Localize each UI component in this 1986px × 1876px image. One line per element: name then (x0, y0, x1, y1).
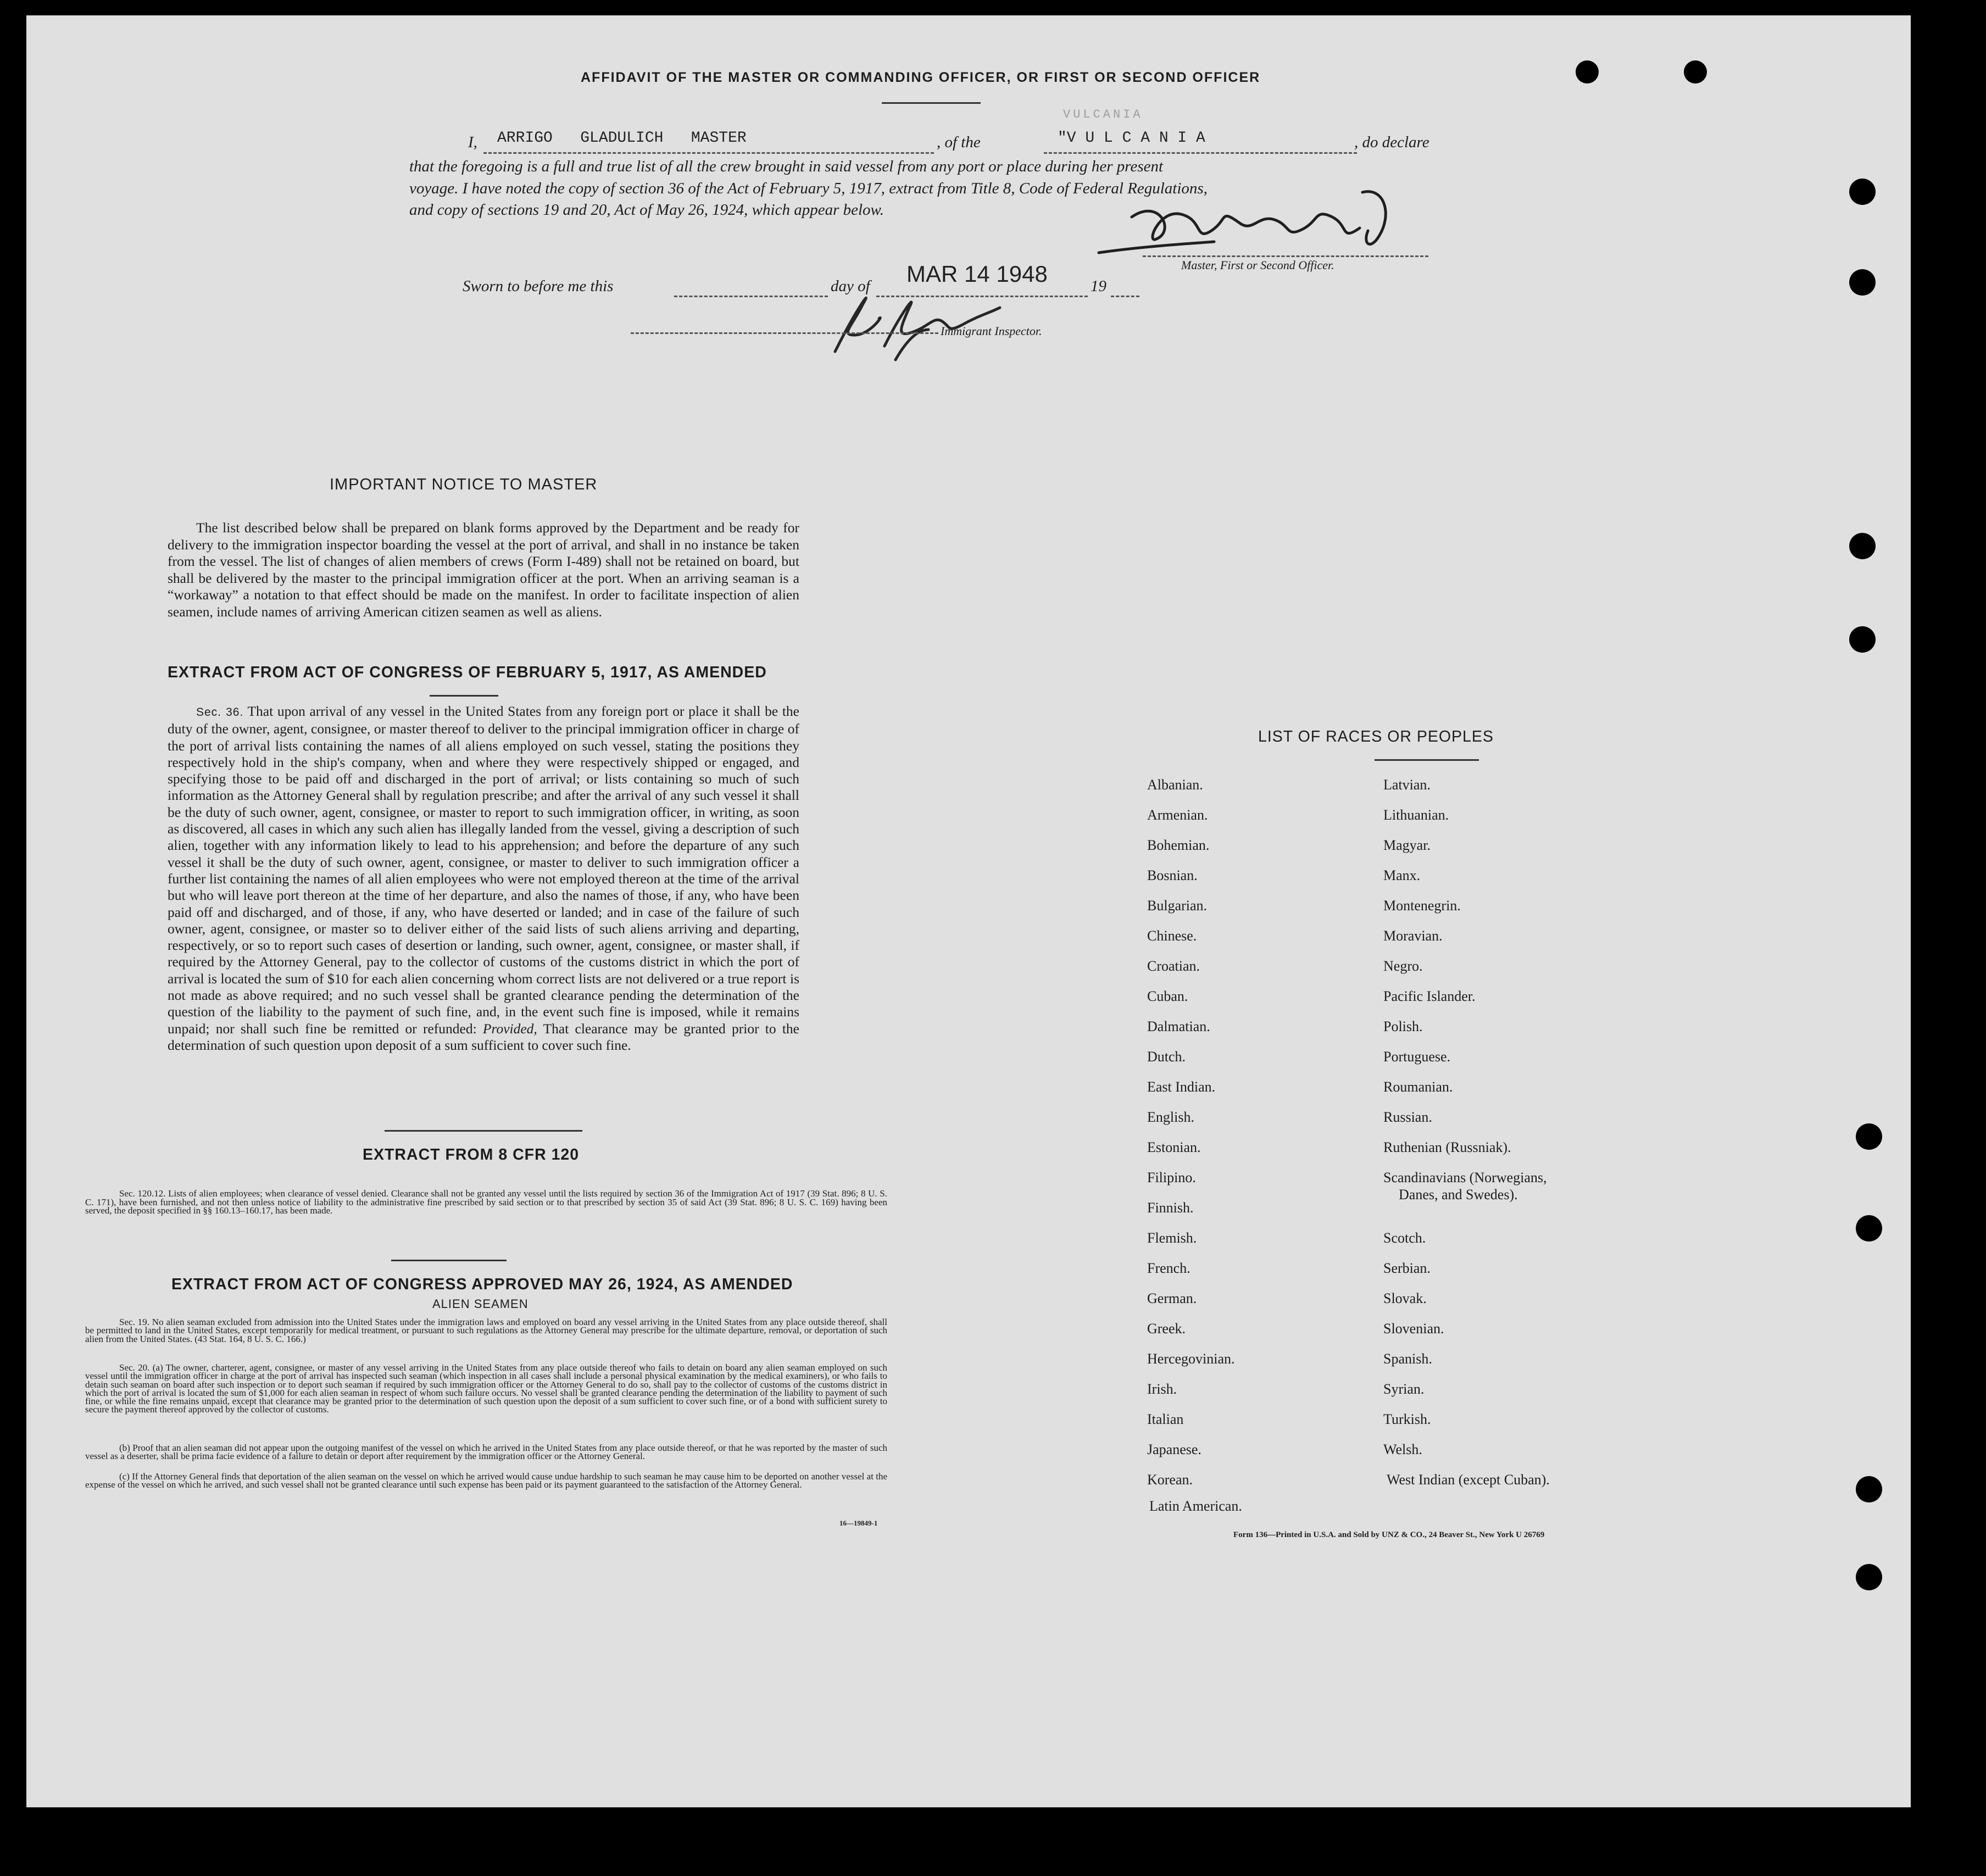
year-prefix: 19 (1091, 277, 1106, 295)
extract-1917-title: EXTRACT FROM ACT OF CONGRESS OF FEBRUARY 5, 1917, AS AMENDED (168, 664, 767, 681)
notice-body: The list described below shall be prepared on blank forms approved by the Department and be ready for delivery to the immigration inspector boarding the vessel at the port of arrival, and shall in no instance be taken from the vessel. The list of changes of alien members of crews (Form I-489) shall not be retained on board, but shall be delivered by the master to the principal immigration officer at the port. When an arriving seaman is a “workaway” a notation to that effect should be made on the manifest. In order to facilitate inspection of alien seamen, include names of arriving American citizen seamen as well as aliens. (168, 520, 799, 620)
race-item: Welsh. (1383, 1441, 1422, 1457)
race-item: Chinese. (1147, 928, 1197, 944)
sec-36-text: That upon arrival of any vessel in the United States from any foreign port or place it shall be the duty of the owner, agent, consignee, or master thereof to deliver to the principal immigration officer in charge of the port of arrival lists containing the names of all aliens employed on such vessel, stating the positions they respectively hold in the ship's company, when and where they were respectively shipped or engaged, and specifying those to be paid off and discharged in the port of arrival; or lists containing so much of such information as the Attorney General shall by regulation prescribe; and after the arrival of any such vessel it shall be the duty of such owner, agent, consignee, or master to report to such immigration officer, in writing, as soon as discovered, all cases in which any such alien has illegally landed from the vessel, giving a description of such alien, together with any information likely to lead to his apprehension; and before the departure of any such vessel it shall be the duty of such owner, agent, consignee, or master to deliver to such immigration officer a further list containing the names of all alien employees who were not employed thereon at the time of the arrival but who will leave port thereon at the time of her departure, and also the names of those, if any, who have been paid off and discharged, and of those, if any, who have deserted or landed; and in case of the failure of such owner, agent, consignee, or master so to deliver either of the said lists of such aliens arriving and departing, respectively, or so to report such cases of desertion or landing, such owner, agent, consignee, or master shall, if required by the Attorney General, pay to the collector of customs of the customs district in which the port of arrival is located the sum of $10 for each alien concerning whom correct lists are not delivered or a true report is not made as above required; and no such vessel shall be granted clearance pending the determination of the question of the liability to the payment of such fine, and, in the event such fine is imposed, while it remains unpaid; nor shall such fine be remitted or refunded: (168, 703, 799, 1037)
race-item: Portuguese. (1383, 1049, 1451, 1065)
provided-word: Provided, (482, 1020, 537, 1037)
notice-title: IMPORTANT NOTICE TO MASTER (330, 476, 598, 493)
race-item: Cuban. (1147, 988, 1188, 1004)
race-item: Negro. (1383, 958, 1423, 974)
race-item: Hercegovinian. (1147, 1351, 1235, 1367)
race-item: Syrian. (1383, 1381, 1425, 1397)
sec-19-body: Sec. 19. No alien seaman excluded from admission into the United States under the immigration laws and employed on board any vessel arriving in the United States from any place outside thereof, shall be permitted to land in the United States, except temporarily for medical treatment, or pursuant to such regulations as the Attorney General may prescribe for the ultimate departure, removal, or deportation of such alien from the United States. (43 Stat. 164, 8 U. S. C. 166.) (85, 1317, 887, 1344)
master-label: Master, First or Second Officer. (1181, 258, 1334, 272)
race-item: Latin American. (1149, 1498, 1242, 1514)
race-item: Korean. (1147, 1472, 1193, 1488)
vessel-stamp: VULCANIA (1063, 108, 1143, 121)
race-item: Scandinavians (Norwegians, (1383, 1170, 1547, 1185)
race-item: Finnish. (1147, 1200, 1194, 1216)
inspector-line (631, 332, 938, 334)
race-item: Dutch. (1147, 1049, 1186, 1065)
race-item: Japanese. (1147, 1441, 1201, 1457)
race-item: Italian (1147, 1411, 1184, 1427)
race-item: Bosnian. (1147, 867, 1198, 883)
race-item: Turkish. (1383, 1411, 1431, 1427)
race-item: Filipino. (1147, 1170, 1196, 1185)
affidavit-i: I, (468, 133, 477, 151)
race-item: Latvian. (1383, 777, 1431, 793)
extract-1917-body (168, 703, 799, 1054)
race-item: Serbian. (1383, 1260, 1431, 1276)
race-item: Albanian. (1147, 777, 1203, 793)
master-name: ARRIGO GLADULICH MASTER (497, 130, 747, 147)
extract-cfr-body: Sec. 120.12. Lists of alien employees; when clearance of vessel denied. Clearance shall not be granted any vessel until the lists required by section 36 of the Immigration Act of 1917 (39 Stat. 896; 8 U. S. C. 171), have been furnished, and not then unless notice of liability to the administrative fine prescribed by said section or to that prescribed by section 35 of said Act (39 Stat. 896; 8 U. S. C. 169) having been served, the deposit specified in §§ 160.13–160.17, has been made. (85, 1188, 887, 1216)
affidavit-title: AFFIDAVIT OF THE MASTER OR COMMANDING OFFICER, OR FIRST OR SECOND OFFICER (581, 70, 1261, 85)
title-rule (882, 102, 981, 104)
inspector-label: Immigrant Inspector. (941, 324, 1042, 338)
race-item: Danes, and Swedes). (1399, 1187, 1518, 1203)
race-item: Croatian. (1147, 958, 1200, 974)
sec-20b-body: (b) Proof that an alien seaman did not appear upon the outgoing manifest of the vessel on which he arrived in the United States from any place outside thereof, or that he was reported by the master of such vessel as a deserter, shall be prima facie evidence of a failure to detain or deport after requirement by the immigration officer or the Attorney General. (85, 1443, 887, 1462)
punch-hole (1856, 1564, 1882, 1590)
date-stamp: MAR 14 1948 (906, 261, 1048, 287)
race-item: Spanish. (1383, 1351, 1432, 1367)
punch-hole (1849, 626, 1876, 653)
race-item: Moravian. (1383, 928, 1443, 944)
extract-cfr-title: EXTRACT FROM 8 CFR 120 (363, 1146, 580, 1164)
race-item: Dalmatian. (1147, 1018, 1210, 1034)
sworn-day-line (674, 296, 828, 297)
sec-36-text-end: That clearance may be granted prior to the determination of such question upon deposit of a sum sufficient to cover such fine. (168, 1020, 799, 1053)
of-the: , of the (937, 133, 981, 151)
affidavit-line-4: and copy of sections 19 and 20, Act of May 26, 1924, which appear below. (409, 201, 884, 219)
printer-footer: Form 136—Printed in U.S.A. and Sold by UNZ & CO., 24 Beaver St., New York U 26769 (1233, 1530, 1545, 1539)
extract-1917-rule (430, 695, 498, 697)
race-item: Estonian. (1147, 1139, 1201, 1155)
punch-hole (1856, 1476, 1882, 1502)
sec-36-label: Sec. 36. (196, 706, 244, 719)
affidavit-line-2: that the foregoing is a full and true list of all the crew brought in said vessel from any port or place during her present (409, 158, 1164, 175)
race-item: Irish. (1147, 1381, 1177, 1397)
race-item: Pacific Islander. (1383, 988, 1476, 1004)
form-code: 16—19849-1 (839, 1519, 878, 1527)
master-signature (1093, 176, 1401, 258)
affidavit-line-3: voyage. I have noted the copy of section 36 of the Act of February 5, 1917, extract from Title 8, Code of Federal Regulations, (409, 180, 1208, 197)
race-item: Montenegrin. (1383, 898, 1461, 914)
race-item: Roumanian. (1383, 1079, 1453, 1095)
punch-hole (1576, 60, 1599, 83)
races-title: LIST OF RACES OR PEOPLES (1258, 728, 1494, 745)
name-line (483, 152, 934, 154)
race-item: Polish. (1383, 1018, 1423, 1034)
race-item: Lithuanian. (1383, 807, 1449, 823)
do-declare: , do declare (1354, 133, 1429, 151)
race-item: Ruthenian (Russniak). (1383, 1139, 1511, 1155)
punch-hole (1684, 60, 1707, 83)
punch-hole (1856, 1123, 1882, 1150)
race-item: Flemish. (1147, 1230, 1197, 1246)
year-line (1111, 296, 1139, 297)
race-item: French. (1147, 1260, 1191, 1276)
races-rule (1375, 759, 1479, 761)
extract-cfr-rule (391, 1260, 507, 1261)
punch-hole (1856, 1215, 1882, 1242)
day-of: day of (831, 277, 870, 295)
race-item: Greek. (1147, 1321, 1186, 1337)
race-item: West Indian (except Cuban). (1387, 1472, 1550, 1488)
vessel-name: "V U L C A N I A (1058, 130, 1205, 147)
race-item: Manx. (1383, 867, 1421, 883)
race-item: Magyar. (1383, 837, 1431, 853)
sec-20c-body: (c) If the Attorney General finds that deportation of the alien seaman on the vessel on which he arrived would cause undue hardship to such seaman he may cause him to be deported on another vessel at the expense of the vessel on which he arrived, and such vessel shall not be granted clearance until such expense has been paid or its payment guaranteed to the satisfaction of the Attorney General. (85, 1471, 887, 1490)
punch-hole (1849, 269, 1876, 296)
signature-line (1143, 255, 1428, 257)
punch-hole (1849, 179, 1876, 205)
race-item: English. (1147, 1109, 1194, 1125)
extract-1924-subtitle: ALIEN SEAMEN (432, 1297, 529, 1311)
race-item: German. (1147, 1290, 1197, 1306)
extract-1924-title: EXTRACT FROM ACT OF CONGRESS APPROVED MAY 26, 1924, AS AMENDED (171, 1276, 793, 1293)
race-item: Bulgarian. (1147, 898, 1208, 914)
race-item: Scotch. (1383, 1230, 1426, 1246)
punch-hole (1849, 533, 1876, 559)
extract-1917-end-rule (385, 1130, 582, 1132)
race-item: East Indian. (1147, 1079, 1216, 1095)
race-item: Russian. (1383, 1109, 1432, 1125)
race-item: Armenian. (1147, 807, 1208, 823)
vessel-line (1044, 152, 1357, 154)
sworn-prefix: Sworn to before me this (463, 277, 614, 295)
race-item: Slovenian. (1383, 1321, 1444, 1337)
race-item: Bohemian. (1147, 837, 1210, 853)
inspector-signature (824, 275, 1077, 363)
race-item: Slovak. (1383, 1290, 1427, 1306)
sec-20a-body: Sec. 20. (a) The owner, charterer, agent, consignee, or master of any vessel arriving in the United States from any place outside thereof who fails to detain on board any alien seaman employed on such vessel until the immigration officer in charge at the port of arrival has inspected such seaman (which inspection in all cases shall include a personal physical examination by the medical examiners), or who fails to detain such seaman on board after such inspection or to deport such seaman if required by such immigration officer or the Attorney General to do so, shall pay to the collector of customs of the customs district in which the port of arrival is located the sum of $1,000 for each alien seaman in respect of whom such failure occurs. No vessel shall be granted clearance pending the determination of the liability to payment of such fine, or while the fine remains unpaid, except that clearance may be granted prior to the determination of such question upon the deposit of a sum sufficient to cover such fine, or of a bond with sufficient surety to secure the payment thereof approved by the collector of customs. (85, 1362, 887, 1415)
